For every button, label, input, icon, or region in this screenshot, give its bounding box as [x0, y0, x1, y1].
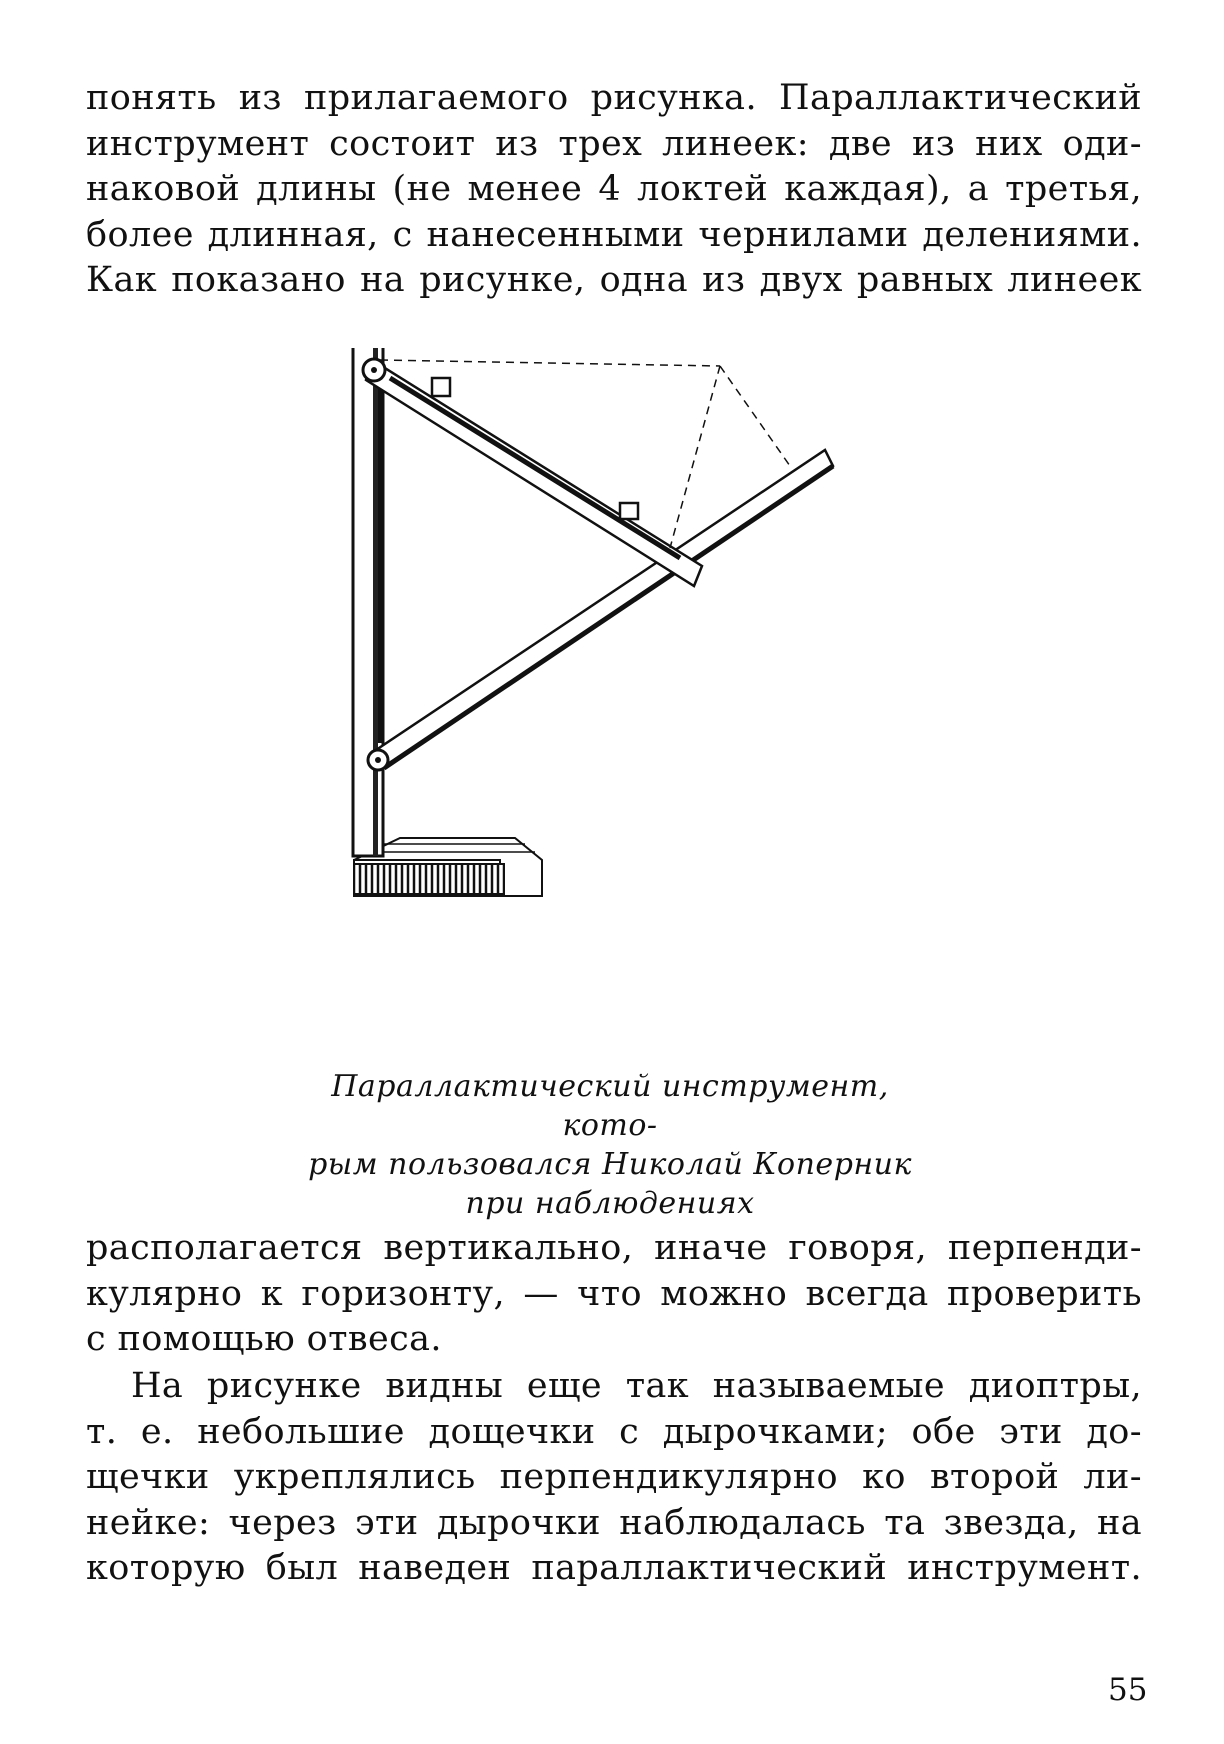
- text-line: щечки укреплялись перпендикулярно ко второй ли-: [86, 1457, 1142, 1497]
- text-line: На рисунке видны еще так называемые диоптры,: [131, 1366, 1142, 1406]
- parallactic-instrument-illustration: [310, 348, 950, 1028]
- text-line: с помощью отвеса.: [86, 1319, 442, 1359]
- caption-line: рым пользовался Николай Коперник: [308, 1147, 912, 1182]
- page-number: 55: [1108, 1672, 1148, 1708]
- text-line: т. е. небольшие дощечки с дырочками; обе эти до-: [86, 1411, 1142, 1452]
- text-line: кулярно к горизонту, — что можно всегда проверить: [86, 1273, 1142, 1314]
- paragraph-middle: [86, 1226, 1142, 1363]
- text-line: располагается вертикально, иначе говоря, перпенди-: [86, 1228, 1142, 1268]
- figure-caption: [290, 1067, 930, 1223]
- paragraph-top: [86, 76, 1142, 304]
- text-line: инструмент состоит из трех линеек: две из них оди-: [86, 123, 1142, 164]
- text-line: понять из прилагаемого рисунка. Параллактический: [86, 78, 1142, 118]
- parallactic-instrument-figure: [310, 348, 950, 1028]
- text-line: Как показано на рисунке, одна из двух равных линеек: [86, 260, 1142, 300]
- text-line: наковой длины (не менее 4 локтей каждая), а третья,: [86, 169, 1142, 209]
- caption-line: Параллактический инструмент, кото-: [331, 1069, 889, 1143]
- text-line: более длинная, с нанесенными чернилами делениями.: [86, 214, 1142, 255]
- caption-line: при наблюдениях: [465, 1186, 755, 1221]
- text-line: нейке: через эти дырочки наблюдалась та звезда, на: [86, 1502, 1142, 1543]
- text-line: которую был наведен параллактический инструмент.: [86, 1548, 1142, 1588]
- paragraph-bottom: [86, 1364, 1142, 1592]
